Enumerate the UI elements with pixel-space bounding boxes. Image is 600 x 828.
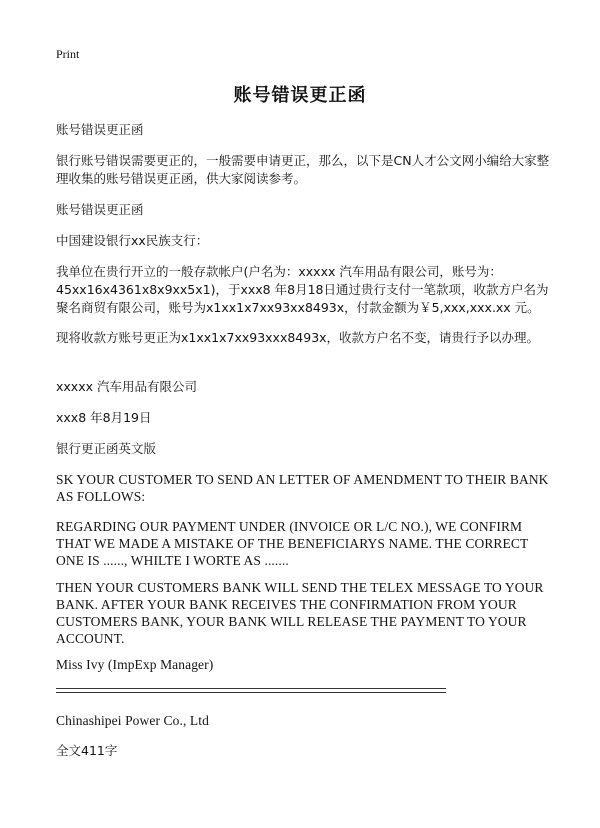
section-heading: 账号错误更正函 <box>56 122 144 137</box>
english-paragraph-2: REGARDING OUR PAYMENT UNDER (INVOICE OR L/C NO.), WE CONFIRM THAT WE MADE A MISTAKE OF THE BENEFICIARYS NAME. THE CORRECT ONE IS ......, WHILTE I WORTE AS ....... <box>56 519 529 568</box>
english-signature: Miss Ivy (ImpExp Manager) <box>56 657 214 672</box>
letter-heading: 账号错误更正函 <box>56 202 144 217</box>
letter-body-paragraph: 我单位在贵行开立的一般存款帐户(户名为：xxxxx 汽车用品有限公司，账号为：45xx16x4361x8x9xx5x1)，于xxx8 年8月18日通过贵行支付一笔款项，收款方户名为聚名商贸有限公司，账号为x1xx1x7xx93xx8493x，付款金额为￥5,xxx,xxx.xx 元。 <box>56 264 549 315</box>
english-paragraph-3: THEN YOUR CUSTOMERS BANK WILL SEND THE TELEX MESSAGE TO YOUR BANK. AFTER YOUR BANK RECEIVES THE CONFIRMATION FROM YOUR CUSTOMERS BANK, YOUR BANK WILL RELEASE THE PAYMENT TO YOUR ACCOUNT. <box>56 580 544 646</box>
print-link[interactable]: Print <box>56 47 80 61</box>
letter-correction-paragraph: 现将收款方账号更正为x1xx1x7xx93xxx8493x，收款方户名不变，请贵行予以办理。 <box>56 330 540 345</box>
english-paragraph-1: SK YOUR CUSTOMER TO SEND AN LETTER OF AMENDMENT TO THEIR BANK AS FOLLOWS: <box>56 472 549 504</box>
letter-signature-company: xxxxx 汽车用品有限公司 <box>56 379 197 394</box>
word-count: 全文411字 <box>56 743 118 758</box>
english-version-heading: 银行更正函英文版 <box>56 441 157 456</box>
letter-recipient: 中国建设银行xx民族支行： <box>56 233 209 248</box>
double-divider <box>56 688 446 693</box>
company-name: Chinashipei Power Co., Ltd <box>56 713 209 728</box>
page-title: 账号错误更正函 <box>233 85 367 106</box>
intro-paragraph: 银行账号错误需要更正的，一般需要申请更正，那么，以下是CN人才公文网小编给大家整理收集的账号错误更正函，供大家阅读参考。 <box>56 153 550 186</box>
letter-date: xxx8 年8月19日 <box>56 410 152 425</box>
